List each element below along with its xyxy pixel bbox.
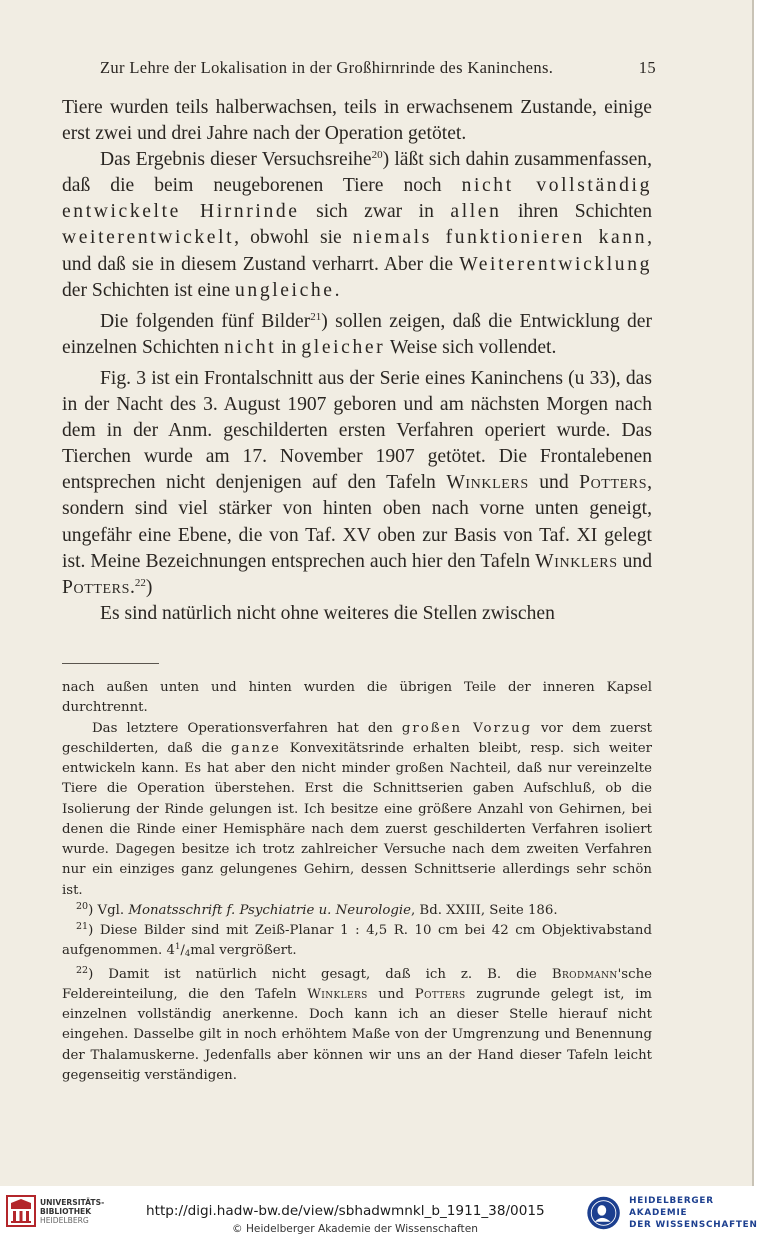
running-header: [100, 58, 656, 78]
footnotes: [62, 678, 652, 1086]
paragraph-5: Es sind natürlich nicht ohne weiteres die Stellen zwischen: [100, 602, 555, 624]
footnote-22: $^{22}$) Damit ist natürlich nicht gesagt, daß ich z. B. die Brodmann'sche Feldereinteilung, die den Tafeln Winklers und Potters zugrunde gelegt ist, im einzelnen vollständig anerkenne. Doch kann ich an dieser Stelle hierauf nicht eingehen. Dasselbe gilt in noch erhöhtem Maße von der Umgrenzung und Benennung der Thalamuskerne. Jedenfalls aber können wir uns an der Hand dieser Tafeln leicht gegenseitig verständigen.: [62, 964, 652, 1083]
library-name-line-1: UNIVERSITÄTS-: [40, 1197, 105, 1207]
footnote-ref-22: 22: [134, 576, 146, 589]
footnote-20: $^{20}$) Vgl. Monatsschrift f. Psychiatrie u. Neurologie, Bd. XXIII, Seite 186.: [76, 900, 558, 918]
academy-name-line-2: DER WISSENSCHAFTEN: [629, 1220, 758, 1230]
academy-logo[interactable]: [586, 1193, 758, 1233]
running-title: Zur Lehre der Lokalisation in der Großhirnrinde des Kaninchens.: [100, 58, 554, 77]
footnote-continuation-paragraph: Das letztere Operationsverfahren hat den großen Vorzug vor dem zuerst geschilderten, daß die ganze Konvexitätsrinde erhalten bleibt, resp. sich weiter entwickeln kann. Es hat aber den nicht minder großen Nachteil, daß nur vereinzelte Tiere die Operation überstehen. Erst die Schnittserien gaben Aufschluß, ob die Isolierung der Rinde gelungen ist. Ich besitze eine größere Anzahl von Gehirnen, bei denen die Rinde einer Hemisphäre nach dem zuerst geschilderten Verfahren isoliert wurde. Dagegen besitze ich trotz zahlreicher Versuche nach dem zweiten Verfahren nur ein einziges ganz gelungenes Gehirn, dessen Schnittserie allerdings sehr schön ist.: [62, 720, 652, 898]
paragraph-1: Tiere wurden teils halberwachsen, teils in erwachsenem Zustande, einige erst zwei und drei Jahre nach der Operation getötet.: [62, 97, 652, 145]
footnote-ref-20: 20: [371, 149, 383, 162]
footnote-21: $^{21}$) Diese Bilder sind mit Zeiß-Planar 1 : 4,5 R. 10 cm bei 42 cm Objektivabstand aufgenommen. $4^1/_4mal$ vergrößert.: [62, 921, 652, 960]
footnote-ref-21: 21: [310, 310, 322, 323]
footnote-rule: [62, 663, 159, 664]
main-text: [62, 95, 652, 627]
library-logo[interactable]: [6, 1195, 104, 1227]
paragraph-2: Das Ergebnis dieser Versuchsreihe$^{20}$) läßt sich dahin zusammenfassen, daß die beim neugeborenen Tiere noch nicht vollständig entwickelte Hirnrinde sich zwar in allen ihren Schichten weiterentwickelt, obwohl sie niemals funktionieren kann, und daß sie in diesem Zustand verharrt. Aber die Weiterentwicklung der Schichten ist eine ungleiche.: [62, 149, 653, 301]
copyright-notice: © Heidelberger Akademie der Wissenschaften: [232, 1223, 478, 1235]
fraction: $^1/_4$: [174, 942, 191, 960]
library-name-line-2: BIBLIOTHEK: [40, 1206, 92, 1216]
library-name-line-3: HEIDELBERG: [40, 1215, 89, 1225]
page-number: 15: [638, 58, 656, 77]
footnote-continuation: nach außen unten und hinten wurden die übrigen Teile der inneren Kapsel durchtrennt.: [62, 680, 652, 716]
library-emblem-icon: [6, 1195, 36, 1227]
paragraph-3: Die folgenden fünf Bilder$^{21}$) sollen zeigen, daß die Entwicklung der einzelnen Schichten nicht in gleicher Weise sich vollendet.: [62, 310, 653, 358]
document-url[interactable]: http://digi.hadw-bw.de/view/sbhadwmnkl_b_1911_38/0015: [146, 1203, 545, 1219]
academy-seal-icon: [586, 1193, 621, 1233]
academy-name-line-1: HEIDELBERGER AKADEMIE: [629, 1196, 714, 1218]
paragraph-4: Fig. 3 ist ein Frontalschnitt aus der Serie eines Kaninchens (u 33), das in der Nacht des 3. August 1907 geboren und am nächsten Morgen nach dem in der Anm. geschilderten ersten Verfahren operiert wurde. Das Tierchen wurde am 17. November 1907 getötet. Die Frontalebenen entsprechen nicht denjenigen auf den Tafeln Winklers und Potters, sondern sind viel stärker von hinten oben nach vorne unten geneigt, ungefähr eine Ebene, die von Taf. XV oben zur Basis von Taf. XI gelegt ist. Meine Bezeichnungen entsprechen auch hier den Tafeln Winklers und Potters.$^{22}$): [62, 367, 652, 598]
